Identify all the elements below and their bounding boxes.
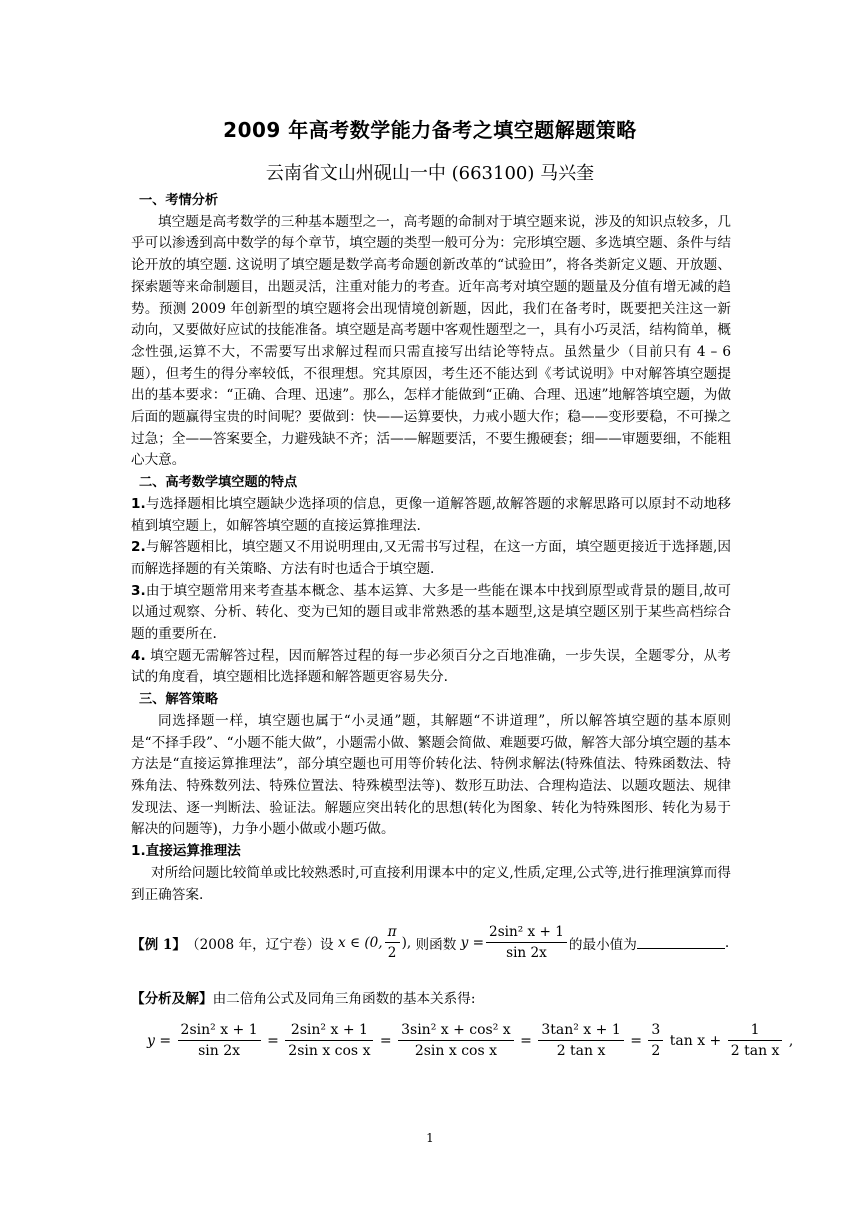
answer-blank xyxy=(637,936,725,949)
analysis-label: 【分析及解】 xyxy=(131,991,213,1007)
fraction-denominator: sin 2x xyxy=(198,1043,241,1059)
condition-prefix: x ∈ (0, xyxy=(337,934,383,951)
paragraph-direct-method: 对所给问题比较简单或比较熟悉时,可直接利用课本中的定义,性质,定理,公式等,进行推理演算而得到正确答案. xyxy=(131,864,731,903)
fraction-numerator: 2sin² x + 1 xyxy=(285,1020,373,1041)
derivation-fraction-1 xyxy=(178,1020,261,1061)
example-mid-text: 则函数 xyxy=(415,936,457,953)
paragraph-strategy: 同选择题一样，填空题也属于“小灵通”题，其解题“不讲道理”，所以解答填空题的基本原则是“不择手段”、“小题不能大做”，小题需小做、繁题会简做、难题要巧做，解答大部分填空题的基本方法是“直接运算推理法”，部分填空题也可用等价转化法、特例求解法(特殊值法、特殊函数法、特殊角法、特殊数列法、特殊位置法、特殊模型法等)、数形互助法、合理构造法、以题攻题法、规律发现法、逐一判断法、验证法。解题应突出转化的思想(转化为图象、转化为特殊图形、转化为易于解决的问题等)，力争小题小做或小题巧做。 xyxy=(131,712,731,838)
section-heading-3: 三、解答策略 xyxy=(139,692,219,708)
fraction-numerator: 2sin² x + 1 xyxy=(486,922,567,943)
example-source: （2008 年，辽宁卷）设 xyxy=(185,936,334,953)
fraction-denominator: sin 2x xyxy=(506,945,547,961)
fraction-numerator: 2sin² x + 1 xyxy=(178,1020,261,1041)
fraction-denominator: 2sin x cos x xyxy=(414,1043,497,1059)
feature-text: 与解答题相比，填空题又不用说明理由,又无需书写过程，在这一方面，填空题更接近于选择题,因而解选择题的有关策略、方法有时也适合于填空题. xyxy=(131,539,731,577)
fraction-numerator: 1 xyxy=(728,1020,783,1041)
fraction-denominator: 2 xyxy=(651,1043,661,1059)
fraction-numerator: 3 xyxy=(648,1020,663,1041)
derivation-fraction-4 xyxy=(538,1020,623,1061)
function-fraction xyxy=(486,922,567,963)
page-number: 1 xyxy=(426,1131,434,1145)
fraction-denominator: 2 xyxy=(387,945,397,961)
subsection-heading xyxy=(131,841,731,863)
document-body xyxy=(131,190,731,906)
subsection-number: 1. xyxy=(131,843,146,860)
subsection-title: 直接运算推理法 xyxy=(145,843,241,860)
equals-sign: = xyxy=(267,1032,279,1049)
author-line: 云南省文山州砚山一中 (663100) 马兴奎 xyxy=(265,163,595,184)
pi-over-2-fraction xyxy=(385,922,400,963)
feature-item-2 xyxy=(131,537,731,580)
analysis-text: 由二倍角公式及同角三角函数的基本关系得: xyxy=(212,991,476,1007)
feature-text: 与选择题相比填空题缺少选择项的信息，更像一道解答题,故解答题的求解思路可以原封不动地移植到填空题上，如解答填空题的直接运算推理法. xyxy=(131,495,731,534)
feature-number: 1. xyxy=(131,495,146,512)
derivation-comma: , xyxy=(788,1032,794,1049)
example-1 xyxy=(131,922,741,978)
fraction-denominator: 2 tan x xyxy=(556,1043,606,1059)
example-end: . xyxy=(724,934,730,951)
section-heading-1: 一、考情分析 xyxy=(139,193,219,208)
fraction-denominator: 2 tan x xyxy=(730,1043,780,1059)
example-label: 【例 1】 xyxy=(131,936,186,953)
fraction-numerator: 3tan² x + 1 xyxy=(538,1020,623,1041)
section-heading-2: 二、高考数学填空题的特点 xyxy=(139,475,298,491)
derivation-fraction-2 xyxy=(285,1020,373,1061)
feature-item-4 xyxy=(131,646,731,689)
document-title: 2009 年高考数学能力备考之填空题解题策略 xyxy=(223,118,637,142)
derivation-fraction-5 xyxy=(648,1020,663,1061)
example-tail-text: 的最小值为 xyxy=(568,936,637,953)
derivation-fraction-3 xyxy=(398,1020,514,1061)
feature-number: 2. xyxy=(131,539,146,556)
tan-term: tan x + xyxy=(669,1032,722,1049)
feature-text: 填空题无需解答过程，因而解答过程的每一步必须百分之百地准确，一步失误，全题零分，从考试的角度看，填空题相比选择题和解答题更容易失分. xyxy=(131,647,731,686)
condition-suffix: ), xyxy=(401,934,412,951)
derivation-y: y = xyxy=(147,1032,172,1049)
feature-text: 由于填空题常用来考查基本概念、基本运算、大多是一些能在课本中找到原型或背景的题目,故可以通过观察、分析、转化、变为已知的题目或非常熟悉的基本题型,这是填空题区别于某些高档综合题的重要所在. xyxy=(131,582,731,643)
derivation-fraction-6 xyxy=(728,1020,783,1061)
fraction-numerator: π xyxy=(385,922,400,943)
equals-sign: = xyxy=(630,1032,642,1049)
function-y: y = xyxy=(460,934,485,951)
fraction-numerator: 3sin² x + cos² x xyxy=(398,1020,514,1041)
feature-number: 4. xyxy=(131,647,146,664)
feature-item-3 xyxy=(131,581,731,646)
equals-sign: = xyxy=(520,1032,532,1049)
analysis-line xyxy=(131,987,741,1007)
equals-sign: = xyxy=(379,1032,392,1049)
feature-number: 3. xyxy=(131,582,146,599)
derivation-formula xyxy=(147,1020,793,1061)
feature-item-1 xyxy=(131,494,731,537)
paragraph-exam-analysis: 填空题是高考数学的三种基本题型之一，高考题的命制对于填空题来说，涉及的知识点较多，几乎可以渗透到高中数学的每个章节，填空题的类型一般可分为：完形填空题、多选填空题、条件与结论开放的填空题. 这说明了填空题是数学高考命题创新改革的“试验田”，将各类新定义题、开放题、探索题等来命制题目，出题灵活，注重对能力的考查。近年高考对填空题的题量及分值有增无减的趋势。预测 2009 年创新型的填空题将会出现情境创新题，因此，我们在备考时，既要把关注这一新动向，又要做好应试的技能准备。填空题是高考题中客观性题型之一，具有小巧灵活，结构简单，概念性强,运算不大，不需要写出求解过程而只需直接写出结论等特点。虽然量少（目前只有 4 – 6 题），但考生的得分率较低，不很理想。究其原因，考生还不能达到《考试说明》中对解答填空题提出的基本要求：“正确、合理、迅速”。那么，怎样才能做到“正确、合理、迅速”地解答填空题，为做后面的题赢得宝贵的时间呢？要做到：快——运算要快，力戒小题大作；稳——变形要稳，不可操之过急；全——答案要全，力避残缺不齐；活——解题要活，不要生搬硬套；细——审题要细，不能粗心大意。 xyxy=(131,213,731,469)
fraction-denominator: 2sin x cos x xyxy=(288,1043,371,1059)
